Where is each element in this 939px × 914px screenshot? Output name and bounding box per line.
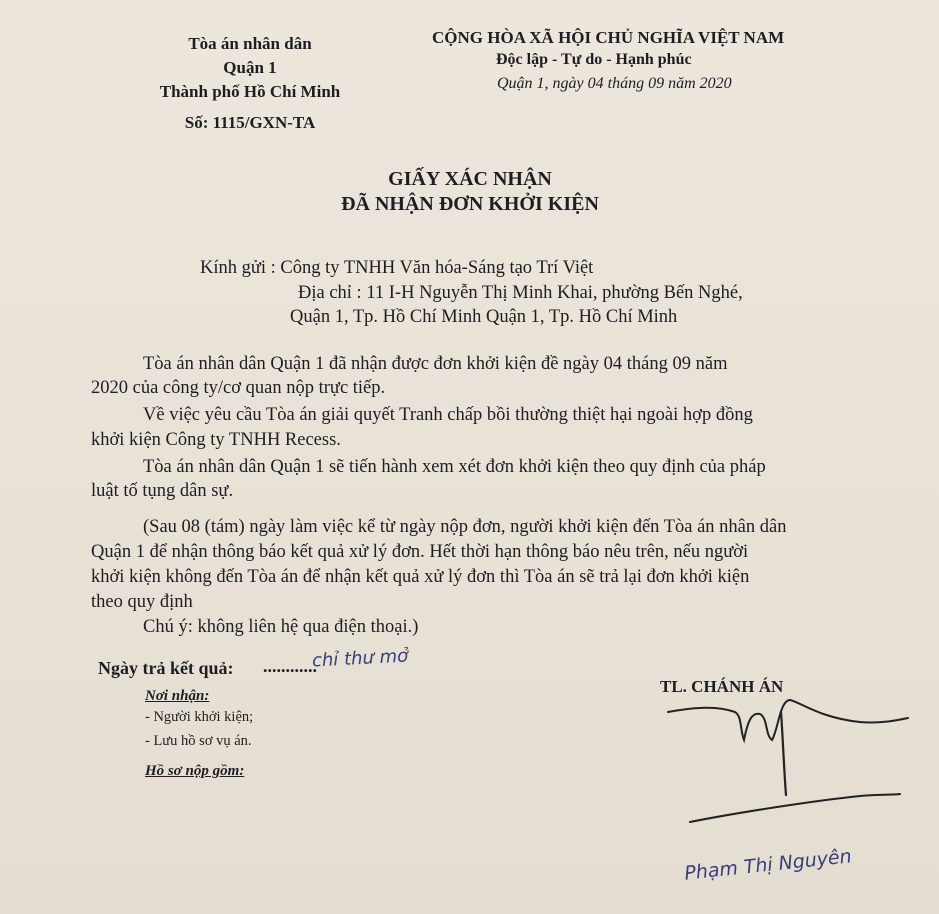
dossier-title: Hồ sơ nộp gồm: (145, 763, 245, 779)
paragraph-5: Chú ý: không liên hệ qua điện thoại.) (143, 617, 419, 637)
court-name: Tòa án nhân dân (188, 34, 312, 53)
result-date-dots: ............ (263, 656, 317, 676)
signer-name: Phạm Thị Nguyên (683, 845, 853, 885)
paragraph-4-line-4: theo quy định (91, 592, 193, 612)
recipient-item-1: - Người khởi kiện; (145, 709, 254, 725)
document-date: Quận 1, ngày 04 tháng 09 năm 2020 (497, 75, 732, 92)
recipient-line: Kính gửi : Công ty TNHH Văn hóa-Sáng tạo Trí Việt (200, 258, 594, 278)
paragraph-1-line-1: Tòa án nhân dân Quận 1 đã nhận được đơn khởi kiện đề ngày 04 tháng 09 năm (143, 354, 728, 374)
document-number: Số: 1115/GXN-TA (184, 113, 316, 132)
national-motto: Độc lập - Tự do - Hạnh phúc (496, 51, 692, 68)
paragraph-4-line-2: Quận 1 để nhận thông báo kết quả xử lý đơn. Hết thời hạn thông báo nêu trên, nếu người (91, 542, 749, 562)
result-date-handwritten: chỉ thư mở (311, 645, 409, 672)
court-district: Quận 1 (223, 58, 277, 77)
document-title: GIẤY XÁC NHẬN (388, 168, 552, 190)
national-title: CỘNG HÒA XÃ HỘI CHỦ NGHĨA VIỆT NAM (432, 28, 785, 47)
recipient-address-cont: Quận 1, Tp. Hồ Chí Minh Quận 1, Tp. Hồ Chí Minh (290, 307, 678, 327)
recipients-title: Nơi nhận: (145, 688, 210, 704)
paragraph-2-line-2: khởi kiện Công ty TNHH Recess. (91, 430, 341, 450)
paragraph-3-line-2: luật tố tụng dân sự. (91, 481, 234, 501)
recipient-item-2: - Lưu hồ sơ vụ án. (145, 733, 252, 749)
paragraph-2-line-1: Về việc yêu cầu Tòa án giải quyết Tranh chấp bồi thường thiệt hại ngoài hợp đồng (143, 405, 753, 425)
court-city: Thành phố Hồ Chí Minh (159, 82, 341, 101)
paragraph-1-line-2: 2020 của công ty/cơ quan nộp trực tiếp. (91, 378, 386, 398)
paragraph-3-line-1: Tòa án nhân dân Quận 1 sẽ tiến hành xem xét đơn khởi kiện theo quy định của pháp (143, 457, 766, 477)
recipient-address: Địa chỉ : 11 I-H Nguyễn Thị Minh Khai, phường Bến Nghé, (298, 283, 743, 303)
paragraph-4-line-3: khởi kiện không đến Tòa án để nhận kết quả xử lý đơn thì Tòa án sẽ trả lại đơn khởi kiện (91, 567, 750, 587)
paragraph-4-line-1: (Sau 08 (tám) ngày làm việc kể từ ngày nộp đơn, người khởi kiện đến Tòa án nhân dân (143, 517, 787, 537)
result-date-label: Ngày trả kết quả: (98, 658, 234, 678)
document-subtitle: ĐÃ NHẬN ĐƠN KHỞI KIỆN (341, 193, 599, 215)
signer-role: TL. CHÁNH ÁN (660, 677, 784, 696)
